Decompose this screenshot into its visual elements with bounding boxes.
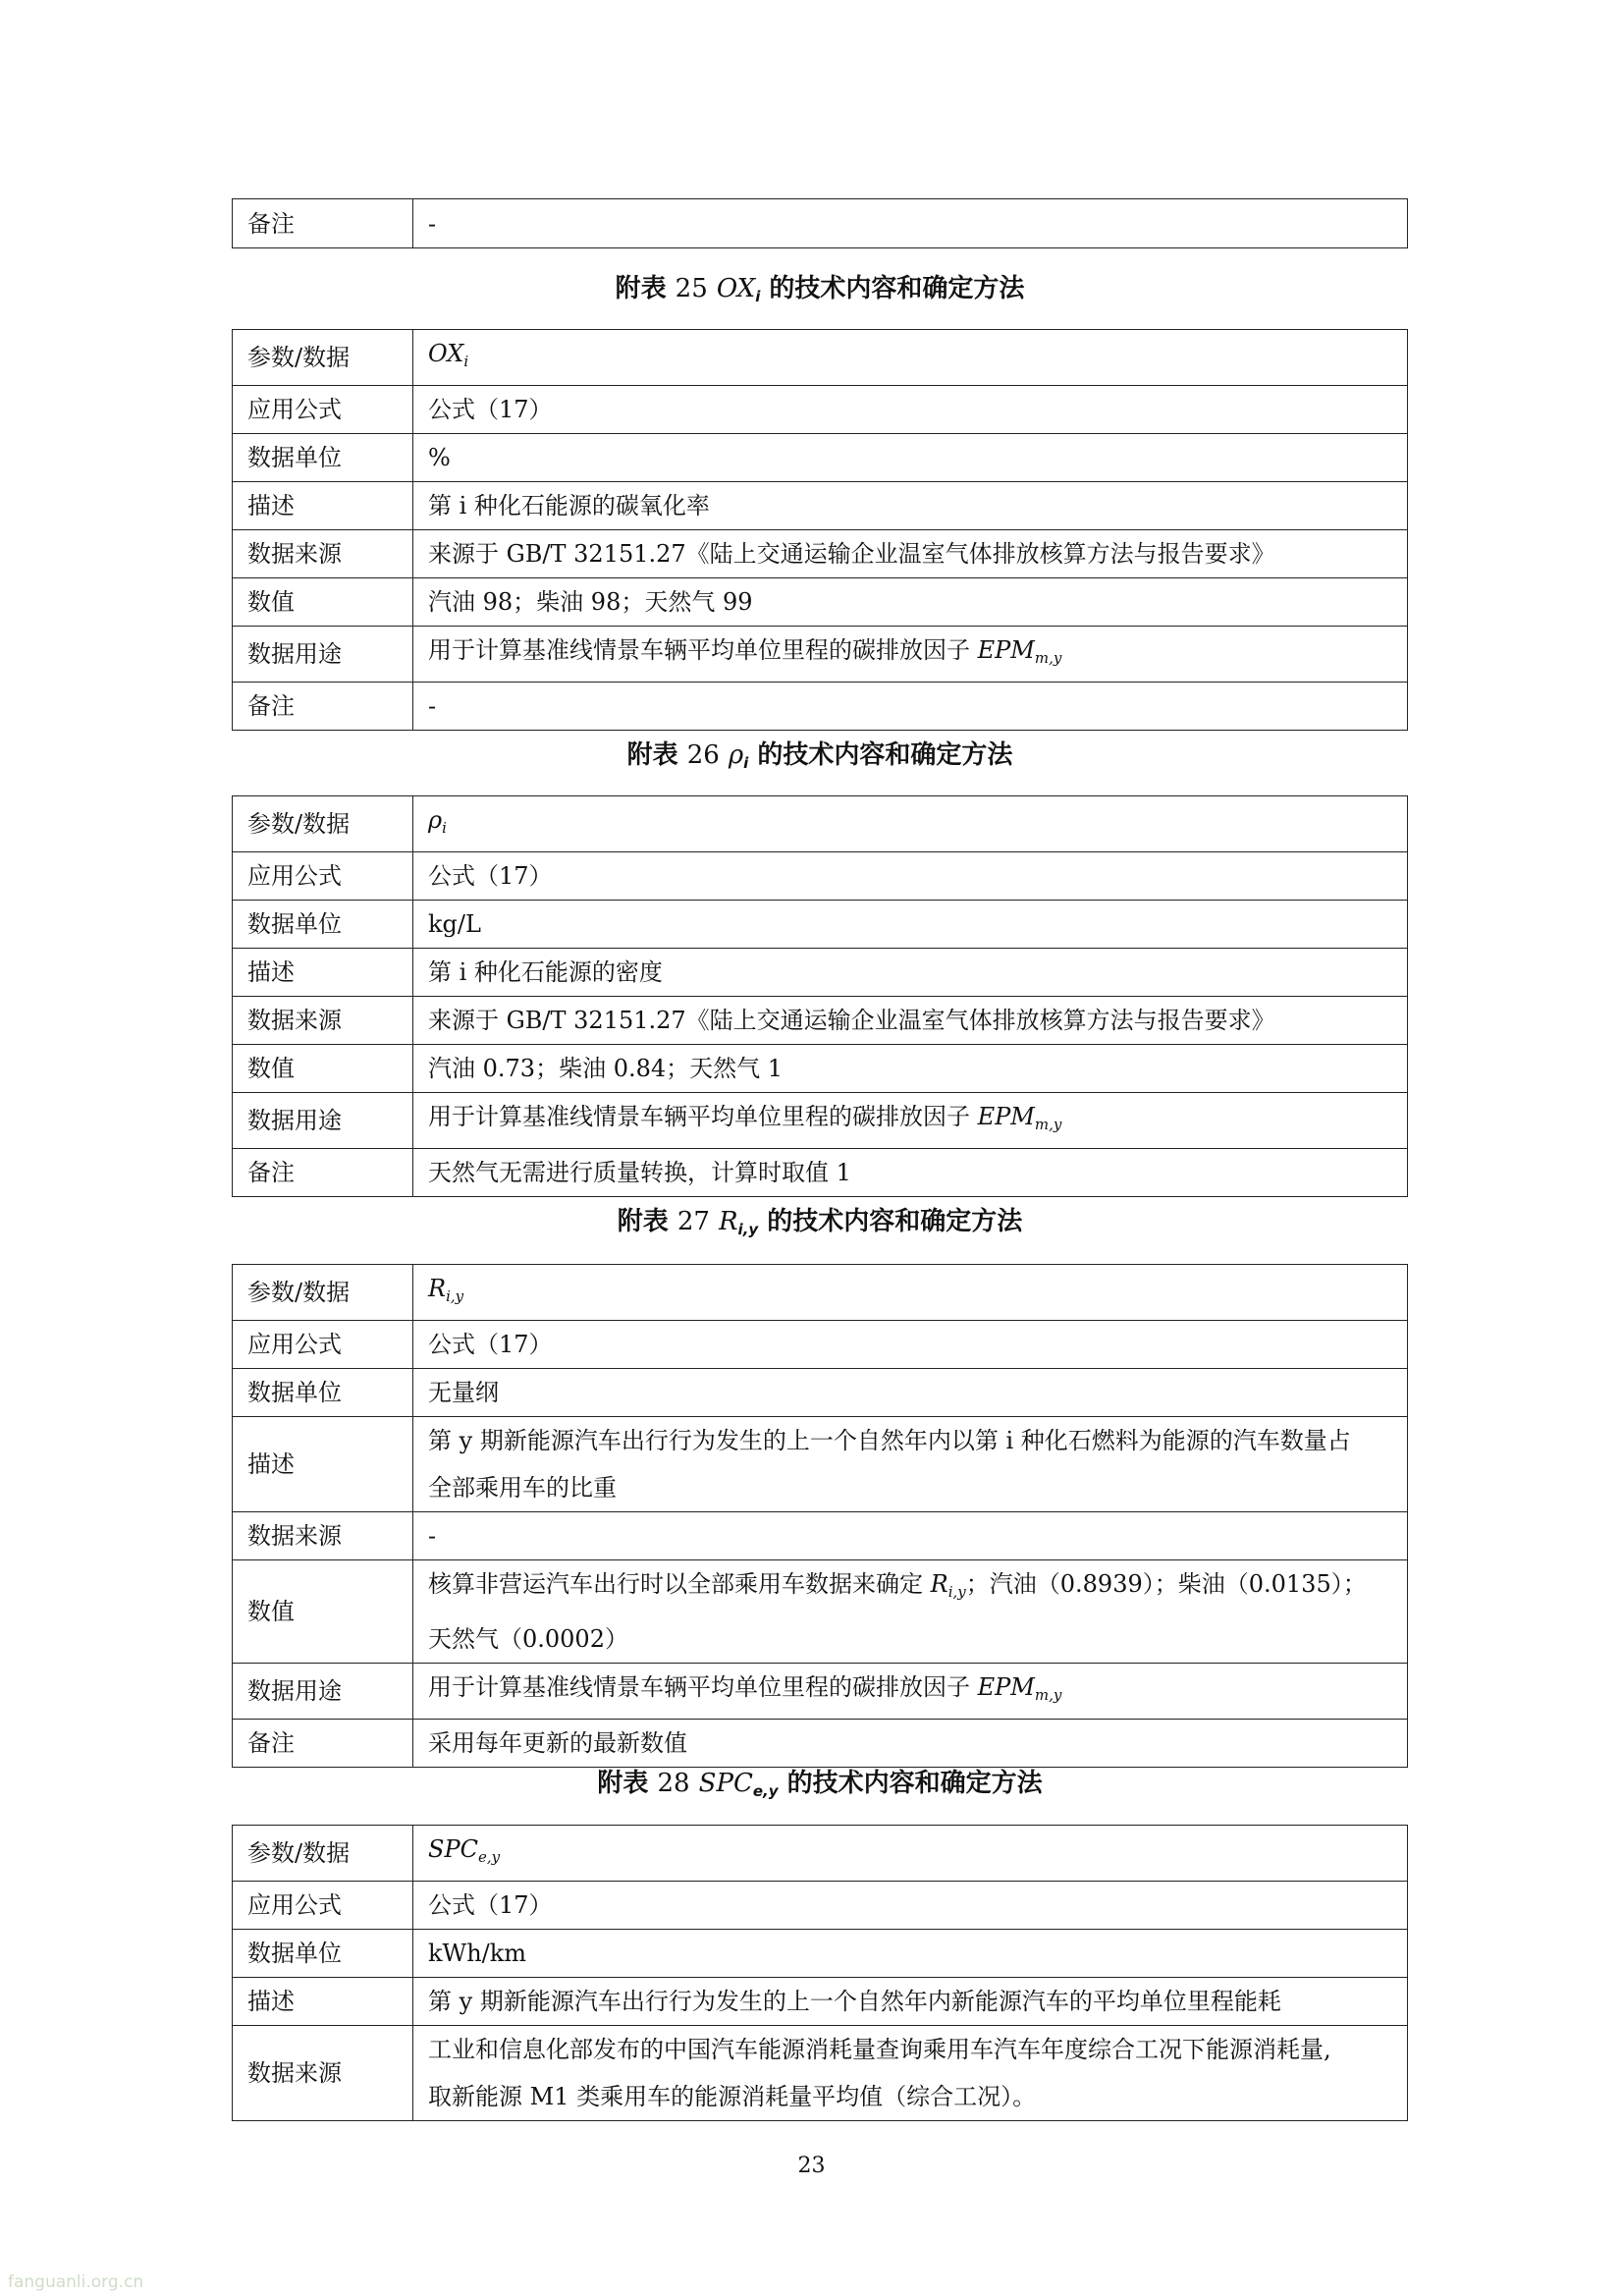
remark-label: 备注: [233, 683, 413, 731]
param-label: 参数/数据: [233, 796, 413, 852]
remark-label: 备注: [233, 199, 413, 248]
source-value: 工业和信息化部发布的中国汽车能源消耗量查询乘用车汽车年度综合工况下能源消耗量, 取新能源 M1 类乘用车的能源消耗量平均值（综合工况）。: [413, 2026, 1408, 2121]
source-value: -: [413, 1512, 1408, 1560]
use-label: 数据用途: [233, 1093, 413, 1149]
source-label: 数据来源: [233, 997, 413, 1045]
table-28: [232, 1825, 1408, 2121]
desc-label: 描述: [233, 1978, 413, 2026]
param-value: $R_{i,y}$: [413, 1265, 1408, 1321]
formula-value: 公式（17）: [413, 1882, 1408, 1930]
desc-label: 描述: [233, 482, 413, 530]
remark-label: 备注: [233, 1720, 413, 1768]
table-26: [232, 795, 1408, 1197]
remark-value: 采用每年更新的最新数值: [413, 1720, 1408, 1768]
page-number: 23: [797, 2154, 826, 2178]
formula-label: 应用公式: [233, 386, 413, 434]
desc-value: 第 i 种化石能源的碳氧化率: [413, 482, 1408, 530]
unit-label: 数据单位: [233, 1369, 413, 1417]
table-25-caption: 附表 25 $OX_i$ 的技术内容和确定方法: [615, 274, 1025, 305]
unit-value: 无量纲: [413, 1369, 1408, 1417]
param-value: $OX_i$: [413, 330, 1408, 386]
desc-label: 描述: [233, 949, 413, 997]
unit-label: 数据单位: [233, 434, 413, 482]
param-label: 参数/数据: [233, 330, 413, 386]
formula-label: 应用公式: [233, 1882, 413, 1930]
use-value: 用于计算基准线情景车辆平均单位里程的碳排放因子 $EPM_{m,y}$: [413, 1093, 1408, 1149]
use-value: 用于计算基准线情景车辆平均单位里程的碳排放因子 $EPM_{m,y}$: [413, 1664, 1408, 1720]
unit-label: 数据单位: [233, 901, 413, 949]
desc-label: 描述: [233, 1417, 413, 1512]
value-label: 数值: [233, 1560, 413, 1664]
top-table: [232, 198, 1408, 248]
source-label: 数据来源: [233, 1512, 413, 1560]
table-27-caption: 附表 27 $R_{i,y}$ 的技术内容和确定方法: [617, 1207, 1023, 1238]
remark-value: -: [413, 199, 1408, 248]
table-25: [232, 329, 1408, 731]
param-label: 参数/数据: [233, 1265, 413, 1321]
unit-label: 数据单位: [233, 1930, 413, 1978]
use-value: 用于计算基准线情景车辆平均单位里程的碳排放因子 $EPM_{m,y}$: [413, 627, 1408, 683]
formula-value: 公式（17）: [413, 852, 1408, 901]
value-label: 数值: [233, 578, 413, 627]
source-value: 来源于 GB/T 32151.27《陆上交通运输企业温室气体排放核算方法与报告要求》: [413, 530, 1408, 578]
table-26-caption: 附表 26 $\rho_i$ 的技术内容和确定方法: [626, 740, 1013, 772]
formula-value: 公式（17）: [413, 386, 1408, 434]
table-28-caption: 附表 28 $SPC_{e,y}$ 的技术内容和确定方法: [597, 1769, 1043, 1800]
desc-value: 第 y 期新能源汽车出行行为发生的上一个自然年内以第 i 种化石燃料为能源的汽车数量占 全部乘用车的比重: [413, 1417, 1408, 1512]
param-value: $SPC_{e,y}$: [413, 1826, 1408, 1882]
desc-value: 第 y 期新能源汽车出行行为发生的上一个自然年内新能源汽车的平均单位里程能耗: [413, 1978, 1408, 2026]
unit-value: kWh/km: [413, 1930, 1408, 1978]
source-label: 数据来源: [233, 530, 413, 578]
value-value: 核算非营运汽车出行时以全部乘用车数据来确定 $R_{i,y}$；汽油（0.8939）；柴油（0.0135）； 天然气（0.0002）: [413, 1560, 1408, 1664]
use-label: 数据用途: [233, 627, 413, 683]
table-27: [232, 1264, 1408, 1768]
unit-value: kg/L: [413, 901, 1408, 949]
use-label: 数据用途: [233, 1664, 413, 1720]
source-value: 来源于 GB/T 32151.27《陆上交通运输企业温室气体排放核算方法与报告要求》: [413, 997, 1408, 1045]
formula-label: 应用公式: [233, 1321, 413, 1369]
formula-label: 应用公式: [233, 852, 413, 901]
param-value: $\rho_i$: [413, 796, 1408, 852]
formula-value: 公式（17）: [413, 1321, 1408, 1369]
param-label: 参数/数据: [233, 1826, 413, 1882]
value-value: 汽油 98；柴油 98；天然气 99: [413, 578, 1408, 627]
remark-value: -: [413, 683, 1408, 731]
remark-label: 备注: [233, 1149, 413, 1197]
value-label: 数值: [233, 1045, 413, 1093]
value-value: 汽油 0.73；柴油 0.84；天然气 1: [413, 1045, 1408, 1093]
desc-value: 第 i 种化石能源的密度: [413, 949, 1408, 997]
watermark: fanguanli.org.cn: [8, 2272, 144, 2292]
source-label: 数据来源: [233, 2026, 413, 2121]
unit-value: %: [413, 434, 1408, 482]
remark-value: 天然气无需进行质量转换，计算时取值 1: [413, 1149, 1408, 1197]
